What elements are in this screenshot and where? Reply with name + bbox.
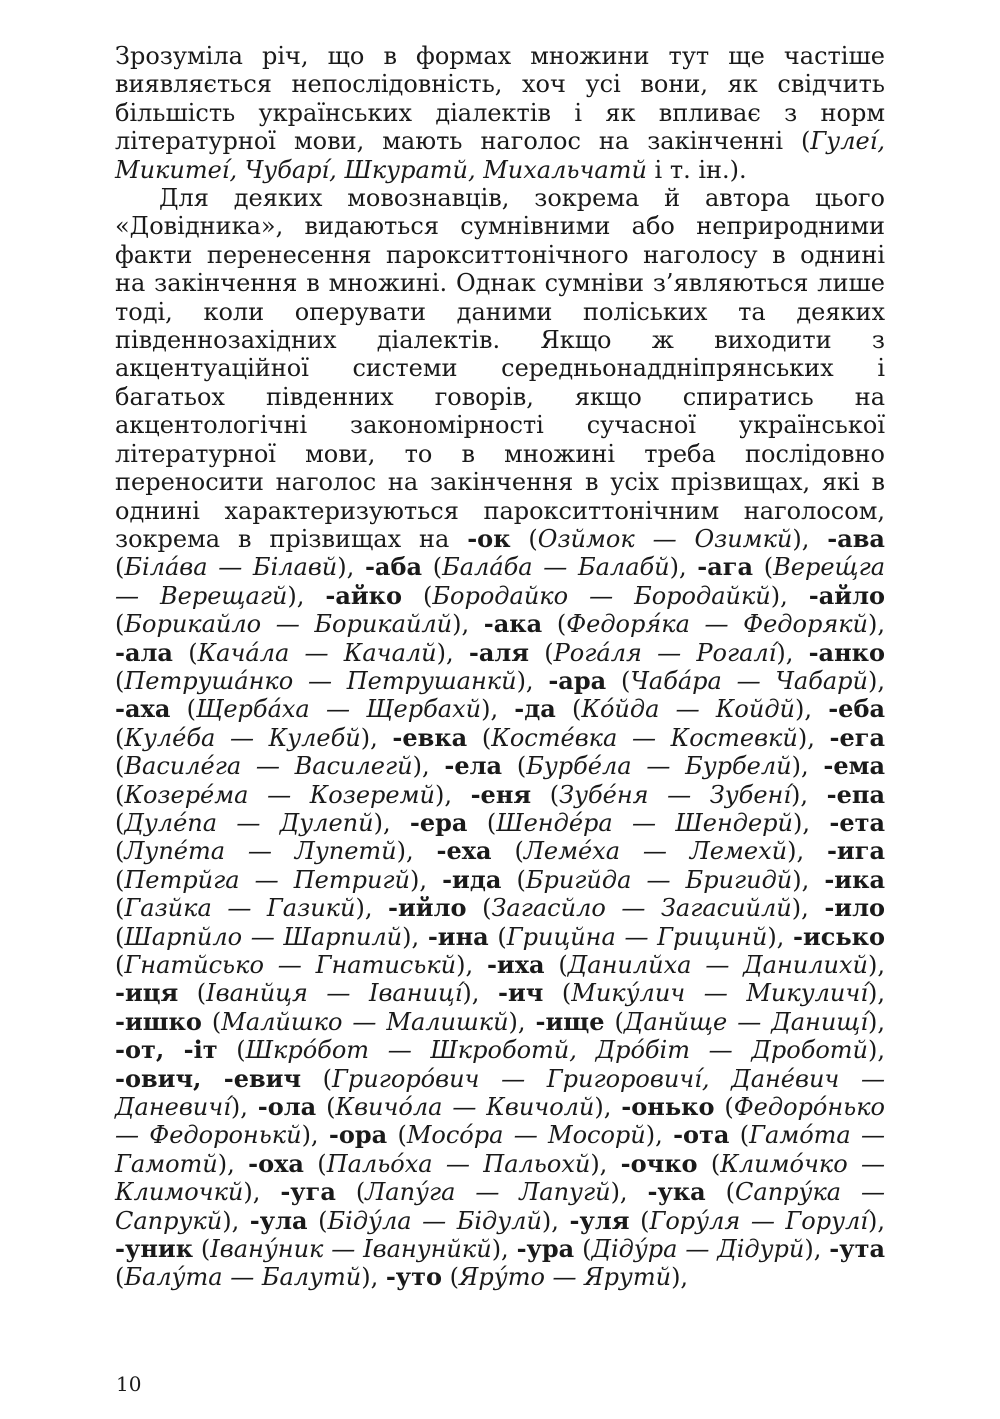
text-run: ( <box>491 837 524 866</box>
text-run: ), <box>409 865 443 894</box>
surname-example: Шенде́ра — Шендерй <box>496 808 794 837</box>
text-run: ( <box>115 922 125 951</box>
suffix-label: -еха <box>436 836 492 866</box>
surname-example: Петрйга — Петригй <box>124 865 410 894</box>
suffix-label: -ава <box>827 523 885 553</box>
text-run: ( <box>705 1178 736 1207</box>
surname-example: Малйшко — Малишкй <box>221 1007 509 1036</box>
text-run: ( <box>502 752 527 781</box>
surname-example: Данйще — Данищі́ <box>623 1007 868 1036</box>
surname-example: Лапу́га — Лапугй <box>365 1178 611 1207</box>
text-run: ), <box>767 922 793 951</box>
surname-example: Бородайко — Бородайкй <box>432 581 771 610</box>
text-run: ( <box>387 1121 407 1150</box>
surname-example: Шарпйло — Шарпилй <box>124 922 403 951</box>
text-run: ( <box>301 1064 333 1093</box>
surname-example: Куле́ба — Кулебй <box>124 723 361 752</box>
text-run: ( <box>402 581 433 610</box>
surname-example: Бала́ба — Балабй <box>442 553 670 582</box>
suffix-label: -ука <box>647 1177 706 1207</box>
text-run: ( <box>466 894 492 923</box>
text-run: ( <box>442 1263 460 1292</box>
surname-example: Загасйло — Загасийлй <box>491 894 792 923</box>
suffix-label: -ала <box>115 637 173 667</box>
text-run: ), <box>868 979 885 1008</box>
text-run: ( <box>170 695 196 724</box>
suffix-label: -ута <box>829 1234 885 1264</box>
surname-example: Василе́га — Василегй <box>124 752 413 781</box>
suffix-label: -уник <box>115 1234 194 1264</box>
text-run: ( <box>115 808 125 837</box>
text-run: ), <box>337 553 365 582</box>
suffix-label: -ич <box>498 978 544 1008</box>
text-run: ), <box>434 780 471 809</box>
text-run: ( <box>115 723 125 752</box>
text-run: ( <box>335 1178 366 1207</box>
text-run: Зрозуміла річ, що в формах множини тут ще частіше виявляється непослідовність, хоч усі вони, як свідчить більшість українських діалектів і як впливає з норм літературної мови, мають наголос на закінченні ( <box>115 42 885 156</box>
text-run: ), <box>301 1121 329 1150</box>
text-run: ( <box>488 922 507 951</box>
suffix-label: -ега <box>829 722 886 752</box>
text-run: ( <box>115 837 125 866</box>
text-run: ( <box>543 979 572 1008</box>
suffix-label: -ола <box>257 1092 317 1122</box>
text-run: ( <box>629 1206 650 1235</box>
suffix-label: -аля <box>468 637 530 667</box>
text-run: ( <box>172 638 198 667</box>
text-run: ), <box>791 752 824 781</box>
surname-example: Біду́ла — Бідулй <box>327 1206 542 1235</box>
surname-example: Борикайло — Борикайлй <box>124 610 453 639</box>
surname-example: Дуле́па — Дулепй <box>124 808 374 837</box>
text-run: ( <box>115 865 125 894</box>
text-run: ), <box>541 1206 570 1235</box>
suffix-label: -онько <box>621 1092 715 1122</box>
suffix-label: -анко <box>808 637 885 667</box>
text-run: ( <box>316 1093 336 1122</box>
suffix-label: -ига <box>826 836 885 866</box>
suffix-label: -уга <box>280 1177 336 1207</box>
surname-example: Балу́та — Балутй <box>124 1263 362 1292</box>
surname-example: Ко́йда — Койдй <box>581 695 795 724</box>
text-run: ( <box>422 553 443 582</box>
text-run: ), <box>671 1263 689 1292</box>
suffix-label: -ило <box>824 893 886 923</box>
text-run: ), <box>373 808 410 837</box>
suffix-label: -иха <box>486 950 545 979</box>
text-run: ), <box>402 922 428 951</box>
suffix-label: -уля <box>569 1205 630 1235</box>
suffix-label: -ака <box>483 609 543 639</box>
text-run: ), <box>610 1178 648 1207</box>
text-run: ( <box>217 1036 246 1065</box>
surname-example: Федоро́нько — Федоронькй <box>115 1093 885 1150</box>
suffix-label: -ела <box>444 751 503 781</box>
text-run: ), <box>436 638 469 667</box>
paragraph-2 <box>115 184 885 1292</box>
text-run: ( <box>574 1235 592 1264</box>
text-run: ), <box>243 1178 281 1207</box>
text-run: ), <box>793 808 830 837</box>
surname-example: Шкро́бот — Шкроботй, Дро́біт — Дроботй <box>245 1036 869 1065</box>
text-run: ( <box>606 666 631 695</box>
text-run: ), <box>669 553 698 582</box>
page-number: 10 <box>116 1372 142 1396</box>
surname-example: Сапру́ка — Сапрукй <box>115 1178 886 1235</box>
surname-example: Бригйда — Бригидй <box>525 865 793 894</box>
text-run: ( <box>467 808 497 837</box>
suffix-label: -ема <box>823 751 886 781</box>
suffix-label: -от, -іт <box>115 1035 218 1065</box>
text-run: ( <box>544 951 568 979</box>
text-run: ( <box>714 1093 734 1122</box>
text-run: ), <box>868 1007 885 1036</box>
text-run: ), <box>792 865 825 894</box>
text-run: ), <box>222 1206 250 1235</box>
surname-example: Верещ́га — Верещагй <box>115 553 886 610</box>
surname-example: Зубе́ня — Зубені́ <box>559 780 792 809</box>
text-run: ), <box>787 837 827 866</box>
text-run: ), <box>412 752 445 781</box>
suffix-label: -ота <box>673 1120 730 1150</box>
text-run: ( <box>307 1206 328 1235</box>
text-run: Для деяких мовознавців, зокрема й автора цього «Довідника», видаються сумнівними або неприродними факти перенесення парокситтонічного наголосу в однині на закінчення в множині. Однак сумніви з’являються лише тоді, коли оперувати даними поліських та деяких південнозахідних діалектів. Якщо ж виходити з акцентуаційної системи середньонаддніпрянських і багатьох південних говорів, якщо спиратись на акцентологічні закономірності сучасної української літературної мови, то в множині треба послідовно переносити наголос на закінчення в усіх прізвищах, які в однині характеризуються парокситтонічним наголосом, зокрема в прізвищах на <box>115 184 885 553</box>
suffix-label: -ага <box>697 552 754 582</box>
text-run: ), <box>791 894 825 923</box>
surname-example: Озймок — Озимкй <box>537 524 793 553</box>
surname-example: Гулеі́, Микитеі́, Чубарі́, Шкуратй, Михальчатй <box>115 127 885 184</box>
surname-example: Газйка — Газикй <box>124 894 356 923</box>
surname-example: Грицйна — Грицинй <box>506 922 768 951</box>
surname-example: Козере́ма — Козеремй <box>124 780 435 809</box>
surname-example: Федоря́ка — Федорякй <box>566 610 868 639</box>
surname-example: Щерба́ха — Щербахй <box>195 695 482 724</box>
text-run: ), <box>452 610 484 639</box>
suffix-label: -аха <box>115 694 171 724</box>
text-run: ( <box>729 1121 750 1150</box>
paragraph-1 <box>115 42 885 184</box>
text-run: ( <box>115 666 125 695</box>
surname-example: Данилйха — Данилихй <box>567 951 868 979</box>
text-run: ), <box>867 1206 885 1235</box>
suffix-label: -ика <box>824 864 885 894</box>
text-run: ), <box>867 951 885 979</box>
text-run: ), <box>516 666 549 695</box>
text-run: ( <box>303 1149 327 1178</box>
suffix-label: -ок <box>467 523 511 553</box>
suffix-label: -уто <box>385 1262 443 1292</box>
surname-example: Косте́вка — Костевкй <box>491 723 798 752</box>
surname-example: Івану́ник — Іванунйкй <box>210 1235 492 1264</box>
text-run: ( <box>501 865 526 894</box>
suffix-label: -ера <box>409 807 468 837</box>
surname-example: Мосо́ра — Мосорй <box>406 1121 646 1150</box>
suffix-label: -да <box>514 694 556 724</box>
text-run: ( <box>193 1235 211 1264</box>
text-run: ), <box>797 723 830 752</box>
text-run: ( <box>555 695 582 724</box>
suffix-label: -ула <box>249 1205 308 1235</box>
surname-example: Діду́ра — Дідурй <box>591 1235 805 1264</box>
text-run: ( <box>115 780 125 809</box>
surname-example: Іванйця — Іваниці́ <box>206 979 463 1008</box>
suffix-label: -айко <box>325 580 403 610</box>
surname-example: Гору́ля — Горулі́ <box>649 1206 868 1235</box>
text-run: ( <box>542 610 567 639</box>
surname-example: Пальо́ха — Пальохй <box>326 1149 591 1178</box>
text-run: ), <box>868 666 886 695</box>
text-run: ), <box>792 524 828 553</box>
text-run: ( <box>178 979 207 1008</box>
text-run: ( <box>531 780 560 809</box>
text-run: ), <box>491 1235 517 1264</box>
text-run: ( <box>115 1263 125 1292</box>
surname-example: Климо́чко — Климочкй <box>115 1149 886 1207</box>
suffix-label: -ура <box>516 1234 575 1264</box>
surname-example: Григоро́вич — Григоровичі́, Дане́вич — Даневичі́ <box>115 1064 886 1122</box>
text-run: ), <box>462 979 498 1008</box>
text-run: ), <box>594 1093 622 1122</box>
suffix-label: -ида <box>442 864 502 894</box>
text-run: ), <box>287 581 326 610</box>
suffix-label: -ара <box>548 665 607 695</box>
surname-example: Рога́ля — Рогалі́ <box>553 638 777 667</box>
text-run: ( <box>753 553 774 582</box>
text-run: ), <box>804 1235 830 1264</box>
text-run: ( <box>529 638 554 667</box>
surname-example: Яру́то — Ярутй <box>459 1263 672 1292</box>
surname-example: Петруша́нко — Петрушанкй <box>124 666 517 695</box>
suffix-label: -евка <box>392 722 468 752</box>
text-run: ( <box>115 610 125 639</box>
suffix-label: -ина <box>427 921 489 951</box>
surname-example: Кача́ла — Качалй <box>197 638 437 667</box>
suffix-label: -еба <box>828 694 886 724</box>
suffix-label: -еня <box>470 779 532 809</box>
suffix-label: -айло <box>808 580 886 610</box>
text-run: ( <box>467 723 492 752</box>
page-body <box>115 42 885 1292</box>
suffix-label: -ийло <box>388 893 467 923</box>
suffix-label: -очко <box>620 1148 698 1178</box>
text-run: ), <box>508 1007 536 1036</box>
suffix-label: -ище <box>535 1006 605 1036</box>
surname-example: Мику́лич — Микуличі́ <box>571 979 868 1008</box>
text-run: ( <box>510 524 538 553</box>
suffix-label: -епа <box>826 779 885 809</box>
text-run: ( <box>201 1007 222 1036</box>
suffix-label: -ета <box>829 807 886 837</box>
text-run: ), <box>791 780 827 809</box>
surname-example: Чаба́ра — Чабарй <box>630 666 869 695</box>
text-run: ), <box>360 723 393 752</box>
text-run: ), <box>776 638 809 667</box>
text-run: ), <box>868 610 885 639</box>
surname-example: Лупе́та — Лупетй <box>124 837 397 866</box>
surname-example: Бурбе́ла — Бурбелй <box>526 752 792 781</box>
surname-example: Гнатйсько — Гнатиськй <box>124 951 457 979</box>
text-run: ), <box>770 581 809 610</box>
text-run: ( <box>697 1149 721 1178</box>
text-run: ( <box>604 1007 624 1036</box>
text-run: ), <box>795 695 829 724</box>
text-run: ), <box>355 894 389 923</box>
text-run: ), <box>396 837 437 866</box>
surname-example: Леме́ха — Лемехй <box>523 837 788 866</box>
text-run: ), <box>590 1149 621 1178</box>
suffix-label: -ович, -евич <box>115 1063 302 1093</box>
suffix-label: -аба <box>364 552 423 582</box>
text-run: ), <box>361 1263 386 1292</box>
surname-example: Біла́ва — Білавй <box>124 553 338 582</box>
text-run: ), <box>868 1036 886 1065</box>
suffix-label: -ора <box>328 1120 388 1150</box>
surname-example: Квичо́ла — Квичолй <box>335 1093 595 1122</box>
text-run: ( <box>115 553 125 582</box>
text-run: ( <box>115 752 125 781</box>
surname-example: Гамо́та — Гамотй <box>115 1121 886 1178</box>
suffix-label: -оха <box>248 1148 304 1178</box>
text-run: ), <box>217 1149 249 1178</box>
text-run: ), <box>456 951 487 979</box>
suffix-label: -иця <box>115 978 179 1008</box>
suffix-label: -исько <box>792 921 885 951</box>
text-run: ), <box>645 1121 674 1150</box>
text-run: ( <box>115 894 125 923</box>
text-run: і т. ін.). <box>646 155 747 184</box>
text-run: ( <box>115 951 125 979</box>
suffix-label: -ишко <box>115 1006 202 1036</box>
text-run: ), <box>230 1093 258 1122</box>
text-run: ), <box>481 695 515 724</box>
